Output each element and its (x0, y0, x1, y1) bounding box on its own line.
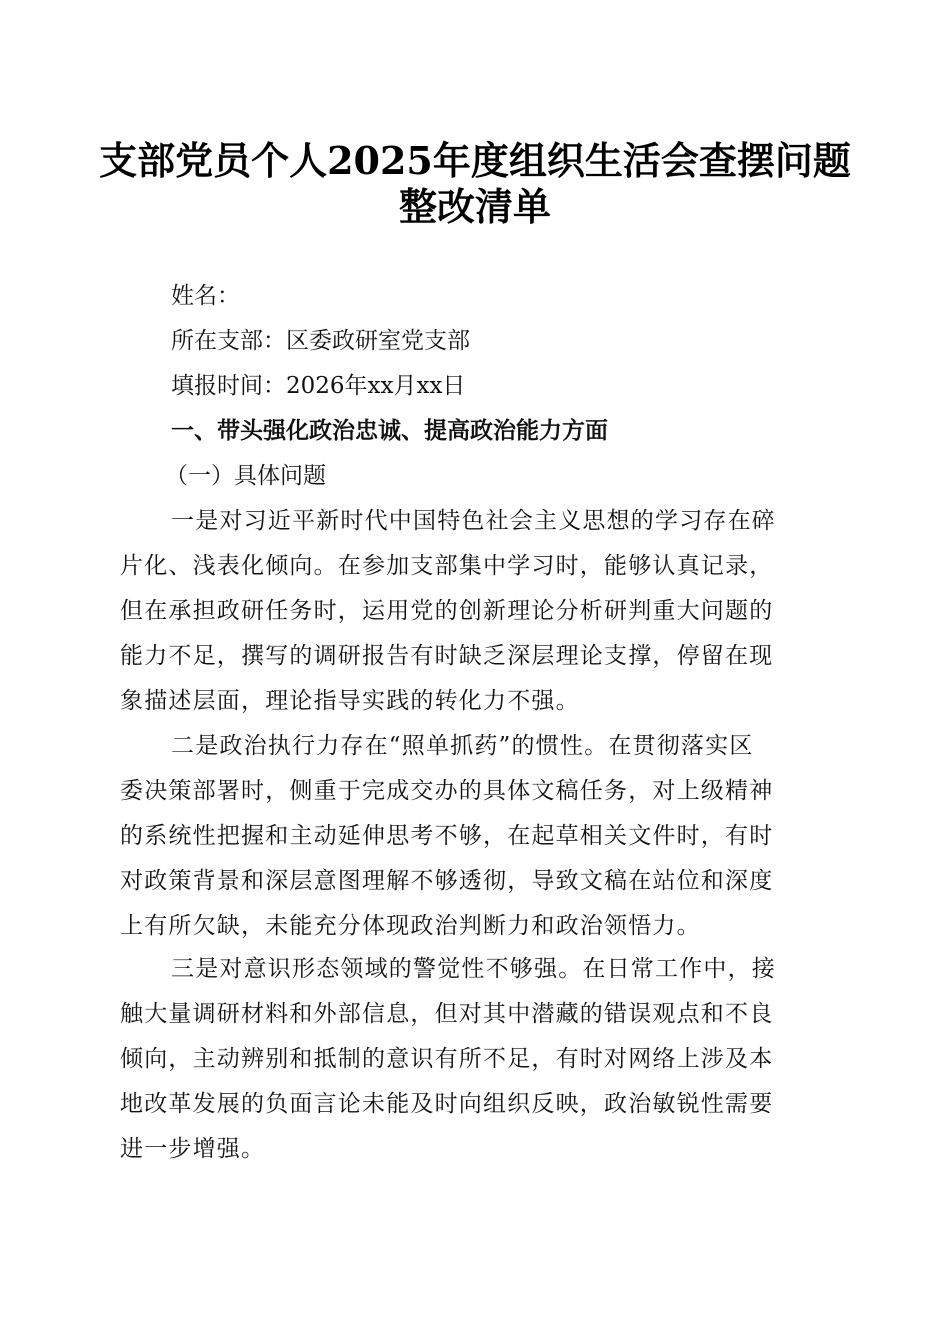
document-title-line-2: 整改清单 (398, 184, 551, 229)
paragraph-3-line-5: 进一步增强。 (120, 1136, 266, 1162)
section-1-heading: 一、带头强化政治忠诚、提高政治能力方面 (171, 418, 608, 444)
paragraph-1-line-1: 一是对习近平新时代中国特色社会主义思想的学习存在碎 (171, 508, 776, 534)
date-line: 填报时间：2026年xx月xx日 (171, 373, 466, 399)
paragraph-2-line-4: 对政策背景和深层意图理解不够透彻，导致文稿在站位和深度 (120, 868, 774, 894)
paragraph-3-line-3: 倾向，主动辨别和抵制的意识有所不足，有时对网络上涉及本 (120, 1046, 774, 1072)
paragraph-2-line-5: 上有所欠缺，未能充分体现政治判断力和政治领悟力。 (120, 913, 701, 939)
paragraph-3-line-4: 地改革发展的负面言论未能及时向组织反映，政治敏锐性需要 (120, 1091, 774, 1117)
subsection-1-heading: （一）具体问题 (165, 463, 326, 489)
paragraph-1-line-2: 片化、浅表化倾向。在参加支部集中学习时，能够认真记录， (120, 553, 774, 579)
paragraph-3-line-1: 三是对意识形态领域的警觉性不够强。在日常工作中，接 (171, 956, 776, 982)
paragraph-1-line-3: 但在承担政研任务时，运用党的创新理论分析研判重大问题的 (120, 598, 774, 624)
document-title-line-1: 支部党员个人2025年度组织生活会查摆问题 (99, 138, 851, 183)
paragraph-1-line-5: 象描述层面，理论指导实践的转化力不强。 (120, 688, 580, 714)
paragraph-3-line-2: 触大量调研材料和外部信息，但对其中潜藏的错误观点和不良 (120, 1001, 774, 1027)
paragraph-1-line-4: 能力不足，撰写的调研报告有时缺乏深层理论支撑，停留在现 (120, 643, 774, 669)
name-field-label: 姓名： (171, 283, 240, 309)
paragraph-2-line-2: 委决策部署时，侧重于完成交办的具体文稿任务，对上级精神 (120, 778, 774, 804)
paragraph-2-line-3: 的系统性把握和主动延伸思考不够，在起草相关文件时，有时 (120, 823, 774, 849)
branch-line: 所在支部：区委政研室党支部 (171, 328, 470, 354)
paragraph-2-line-1: 二是政治执行力存在“照单抓药”的惯性。在贯彻落实区 (171, 733, 754, 759)
